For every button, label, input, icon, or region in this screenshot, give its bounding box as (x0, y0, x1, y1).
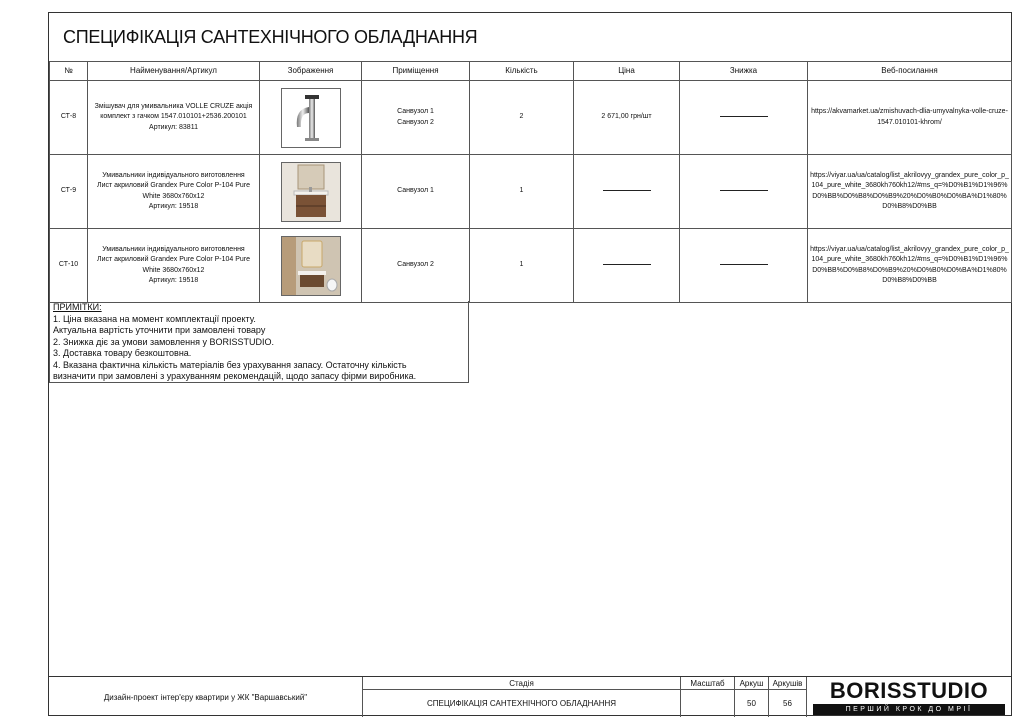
product-image-cell (260, 155, 362, 229)
discount-cell (680, 81, 808, 155)
product-name-line: Умивальники індивідуального виготовлення (102, 172, 245, 180)
notes-heading: ПРИМІТКИ: (53, 302, 102, 312)
note-line: 3. Доставка товару безкоштовна. (53, 348, 192, 358)
note-line: Актуальна вартість уточнити при замовлені товару (53, 325, 266, 335)
drawing-sheet (48, 12, 1012, 716)
quantity-cell: 1 (470, 155, 574, 229)
room-name: Санвузол 2 (397, 261, 434, 269)
notes-block (49, 301, 469, 383)
page-title: СПЕЦИФІКАЦІЯ САНТЕХНІЧНОГО ОБЛАДНАННЯ (63, 27, 478, 47)
product-article: Артикул: 19518 (148, 202, 199, 210)
product-link[interactable]: https://akvamarket.ua/zmishuvach-dlia-umyvalnyka-volle-cruze-1547.010101-khrom/ (808, 81, 1012, 155)
brand-logo (807, 677, 1011, 717)
sheet-label: Аркуш (735, 677, 769, 689)
product-name (88, 229, 260, 303)
note-line: 4. Вказана фактична кількість матеріалів без урахування запасу. Остаточну кількість (53, 359, 407, 370)
table-header-row (50, 62, 1012, 81)
empty-dash (720, 190, 768, 191)
bathroom-icon (281, 236, 341, 296)
brand-tagline: ПЕРШИЙ КРОК ДО МРІЇ (813, 704, 1005, 715)
product-image-cell (260, 81, 362, 155)
sheet-number: 50 (735, 689, 769, 717)
price-cell (574, 229, 680, 303)
product-image-cell (260, 229, 362, 303)
room-cell (362, 155, 470, 229)
table-row (50, 155, 1012, 229)
col-header-quantity: Кількість (470, 62, 574, 81)
room-name: Санвузол 1 (397, 108, 434, 116)
faucet-icon (281, 88, 341, 148)
room-cell (362, 229, 470, 303)
sheets-label: Аркушів (769, 677, 807, 689)
discount-cell (680, 229, 808, 303)
title-block (49, 676, 1011, 717)
product-name (88, 155, 260, 229)
product-name (88, 81, 260, 155)
note-line: 2. Знижка діє за умови замовлення у BORISSTUDIO. (53, 336, 274, 347)
product-article: Артикул: 19518 (148, 276, 199, 284)
product-name-line: Змішувач для умивальника VOLLE CRUZE акція (94, 103, 253, 111)
vanity-icon (281, 162, 341, 222)
row-number: СТ-9 (50, 155, 88, 229)
table-row (50, 229, 1012, 303)
product-name-line: White 3680х760х12 (142, 266, 205, 274)
sheet-title: СПЕЦИФІКАЦІЯ САНТЕХНІЧНОГО ОБЛАДНАННЯ (363, 689, 681, 717)
col-header-price: Ціна (574, 62, 680, 81)
product-link[interactable]: https://viyar.ua/ua/catalog/list_akrilovyy_grandex_pure_color_p_104_pure_white_3680kh760kh12/#ms_q=%D0%B1%D1%96%D0%BB%D0%B8%D0%B9%20%D0%B0%D0%BA%D1%80%D0%B8%D0%BB (808, 229, 1012, 303)
col-header-discount: Знижка (680, 62, 808, 81)
quantity-cell: 2 (470, 81, 574, 155)
scale-value (681, 689, 735, 717)
product-name-line: комплект з гачком 1547.010101+2536.200101 (100, 113, 247, 121)
quantity-cell: 1 (470, 229, 574, 303)
product-link[interactable]: https://viyar.ua/ua/catalog/list_akrilovyy_grandex_pure_color_p_104_pure_white_3680kh760kh12/#ms_q=%D0%B1%D1%96%D0%BB%D0%B8%D0%B9%20%D0%B0%D0%BA%D1%80%D0%B8%D0%BB (808, 155, 1012, 229)
project-name: Дизайн-проект інтер'єру квартири у ЖК "Варшавський" (49, 677, 363, 717)
note-line: визначити при замовлені з урахуванням рекомендацій, щодо запасу фірми виробника. (53, 371, 417, 381)
product-name-line: Лист акриловий Grandex Pure Color P-104 Pure (96, 256, 251, 264)
col-header-name: Найменування/Артикул (88, 62, 260, 81)
product-name-line: Умивальники індивідуального виготовлення (102, 246, 245, 254)
product-name-line: Лист акриловий Grandex Pure Color P-104 Pure (96, 182, 251, 190)
product-article: Артикул: 83811 (149, 123, 198, 131)
room-name: Санвузол 2 (397, 118, 434, 126)
stage-label: Стадія (363, 677, 681, 689)
table-row (50, 81, 1012, 155)
discount-cell (680, 155, 808, 229)
sheets-total: 56 (769, 689, 807, 717)
empty-dash (720, 116, 768, 117)
empty-dash (603, 190, 651, 191)
row-number: СТ-8 (50, 81, 88, 155)
price-cell: 2 671,00 грн/шт (574, 81, 680, 155)
col-header-room: Приміщення (362, 62, 470, 81)
scale-label: Масштаб (681, 677, 735, 689)
col-header-url: Веб-посилання (808, 62, 1012, 81)
specification-table (49, 61, 1012, 303)
col-header-image: Зображення (260, 62, 362, 81)
brand-name: BORISSTUDIO (829, 678, 989, 703)
price-cell (574, 155, 680, 229)
empty-dash (603, 264, 651, 265)
note-line: 1. Ціна вказана на момент комплектації проекту. (53, 313, 256, 324)
product-name-line: White 3680х760х12 (142, 192, 205, 200)
col-header-number: № (50, 62, 88, 81)
row-number: СТ-10 (50, 229, 88, 303)
room-name: Санвузол 1 (397, 187, 434, 195)
empty-dash (720, 264, 768, 265)
room-cell (362, 81, 470, 155)
